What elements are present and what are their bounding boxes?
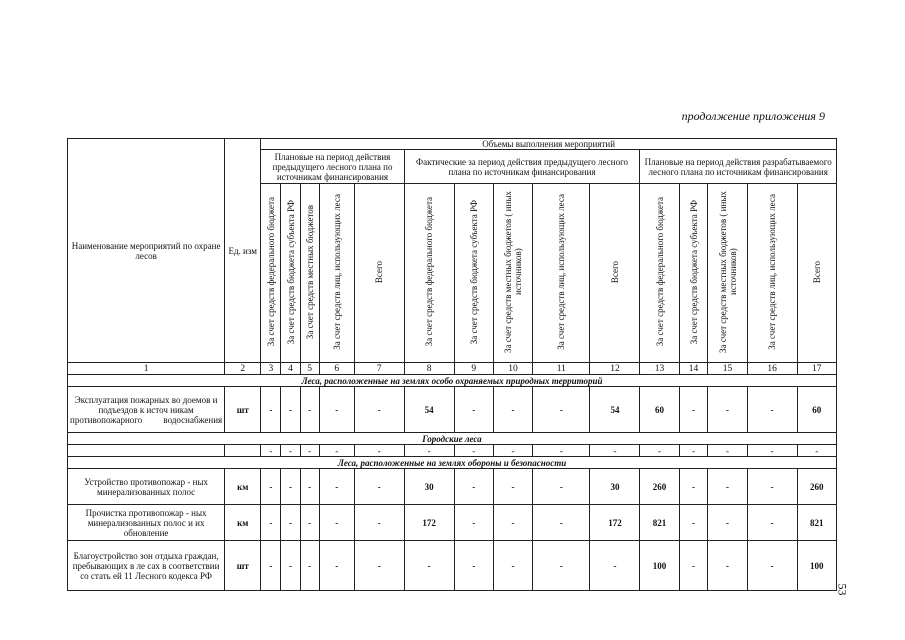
table-row (68, 541, 837, 591)
col-number: 14 (679, 363, 708, 375)
subcol-header: За счет средств федерального бюджета (424, 197, 435, 347)
subcol-header: Всего (374, 260, 385, 284)
col-number: 3 (261, 363, 281, 375)
cell: - (747, 541, 797, 591)
cell: - (493, 445, 532, 457)
cell: - (261, 387, 281, 433)
col-number: 7 (354, 363, 404, 375)
row-name: Благоустройство зон отдыха граждан, пребывающих в ле сах в соответствии со стать ей 11 Лесного кодекса РФ (68, 541, 225, 591)
cell: 260 (797, 469, 836, 505)
col-number: 1 (68, 363, 225, 375)
cell: - (261, 469, 281, 505)
cell: - (679, 445, 708, 457)
cell: - (708, 445, 747, 457)
subcol-header: Всего (811, 260, 822, 284)
subcol-header: За счет средств федерального бюджета (265, 197, 276, 347)
cell: - (300, 541, 319, 591)
cell: 100 (640, 541, 679, 591)
cell: - (493, 541, 532, 591)
col-number: 17 (797, 363, 836, 375)
subcol-header: За счет средств лиц, использующих леса (331, 194, 342, 350)
subcol-header: За счет средств местных бюджетов ( иных источников) (502, 191, 523, 353)
cell: - (404, 445, 454, 457)
col-number: 16 (747, 363, 797, 375)
table-row (68, 445, 837, 457)
section-row (68, 457, 837, 469)
page-number: 53 (835, 583, 850, 596)
cell: - (281, 505, 300, 541)
cell: - (533, 505, 590, 541)
subcol-header: За счет средств местных бюджетов (304, 204, 315, 340)
row-name: Устройство противопожар - ных минерализованных полос (68, 469, 225, 505)
subcol-header: За счет средств лиц, использующих леса (556, 194, 567, 350)
cell: - (354, 469, 404, 505)
subcol-header: За счет средств местных бюджетов ( иных источников) (717, 191, 738, 353)
cell: - (533, 445, 590, 457)
cell: - (454, 505, 493, 541)
subgroup-planned-prev: Плановые на период действия предыдущего лесного плана по источникам финансирования (261, 150, 404, 184)
cell: - (708, 387, 747, 433)
cell: - (493, 387, 532, 433)
cell: 260 (640, 469, 679, 505)
cell: - (679, 469, 708, 505)
cell: - (747, 445, 797, 457)
section-protected-areas: Леса, расположенные на землях особо охраняемых природных территорий (68, 375, 837, 387)
cell: - (797, 445, 836, 457)
cell: - (493, 469, 532, 505)
cell: - (300, 445, 319, 457)
cell: - (590, 541, 640, 591)
cell: - (640, 445, 679, 457)
row-name (68, 445, 225, 457)
subcol-header: За счет средств федерального бюджета (654, 197, 665, 347)
cell: 172 (590, 505, 640, 541)
row-unit: км (225, 469, 261, 505)
cell: - (404, 541, 454, 591)
cell: 172 (404, 505, 454, 541)
cell: - (261, 505, 281, 541)
col-number: 8 (404, 363, 454, 375)
cell: - (708, 505, 747, 541)
cell: - (747, 387, 797, 433)
col-number: 2 (225, 363, 261, 375)
col-number: 12 (590, 363, 640, 375)
cell: - (708, 469, 747, 505)
appendix-heading: продолжение приложения 9 (681, 109, 825, 123)
column-number-row (68, 363, 837, 375)
cell: - (454, 445, 493, 457)
cell: - (281, 469, 300, 505)
cell: 60 (640, 387, 679, 433)
cell: - (454, 387, 493, 433)
table-row (68, 387, 837, 433)
cell: 821 (640, 505, 679, 541)
cell: - (354, 387, 404, 433)
col-number: 15 (708, 363, 747, 375)
col-unit-header: Ед. изм (225, 139, 261, 363)
cell: 821 (797, 505, 836, 541)
subcol-header: За счет средств лиц, использующих леса (767, 194, 778, 350)
table-row (68, 469, 837, 505)
cell: 30 (590, 469, 640, 505)
col-number: 6 (319, 363, 354, 375)
section-city-forests: Городские леса (68, 433, 837, 445)
forest-protection-table (67, 138, 837, 591)
col-number: 9 (454, 363, 493, 375)
cell: - (300, 387, 319, 433)
cell: - (281, 387, 300, 433)
section-defense-lands: Леса, расположенные на землях обороны и безопасности (68, 457, 837, 469)
cell: - (281, 541, 300, 591)
cell: - (747, 469, 797, 505)
cell: - (454, 469, 493, 505)
cell: - (319, 387, 354, 433)
subgroup-planned-new: Плановые на период действия разрабатываемого лесного плана по источникам финансирования (640, 150, 837, 184)
cell: - (708, 541, 747, 591)
col-number: 5 (300, 363, 319, 375)
table-row (68, 505, 837, 541)
cell: - (590, 445, 640, 457)
subcol-header: За счет средств бюджета субъекта РФ (285, 199, 296, 345)
cell: - (747, 505, 797, 541)
row-unit: км (225, 505, 261, 541)
cell: 54 (590, 387, 640, 433)
col-number: 11 (533, 363, 590, 375)
volumes-header: Объемы выполнения мероприятий (261, 139, 837, 150)
cell: - (493, 505, 532, 541)
subgroup-actual-prev: Фактические за период действия предыдущего лесного плана по источникам финансирования (404, 150, 640, 184)
cell: - (319, 505, 354, 541)
header-row-1 (68, 139, 837, 150)
cell: - (533, 541, 590, 591)
section-row (68, 375, 837, 387)
cell: 100 (797, 541, 836, 591)
cell: 60 (797, 387, 836, 433)
cell: - (679, 505, 708, 541)
cell: - (300, 469, 319, 505)
section-row (68, 433, 837, 445)
cell: - (354, 541, 404, 591)
col-number: 13 (640, 363, 679, 375)
cell: 54 (404, 387, 454, 433)
cell: - (533, 387, 590, 433)
cell: - (319, 469, 354, 505)
cell: 30 (404, 469, 454, 505)
cell: - (533, 469, 590, 505)
cell: - (319, 445, 354, 457)
cell: - (679, 387, 708, 433)
cell: - (354, 505, 404, 541)
row-unit (225, 445, 261, 457)
col-name-header: Наименование мероприятий по охране лесов (68, 139, 225, 363)
cell: - (261, 445, 281, 457)
subcol-header: За счет средств бюджета субъекта РФ (468, 199, 479, 345)
subcol-header: За счет средств бюджета субъекта РФ (688, 199, 699, 345)
cell: - (261, 541, 281, 591)
row-unit: шт (225, 541, 261, 591)
cell: - (354, 445, 404, 457)
row-unit: шт (225, 387, 261, 433)
cell: - (300, 505, 319, 541)
subcol-header: Всего (609, 260, 620, 284)
cell: - (454, 541, 493, 591)
col-number: 4 (281, 363, 300, 375)
row-name: Прочистка противопожар - ных минерализованных полос и их обновление (68, 505, 225, 541)
row-name: Эксплуатация пожарных во доемов и подъездов к источ никам противопожарного водоснабжения (68, 387, 225, 433)
cell: - (281, 445, 300, 457)
col-number: 10 (493, 363, 532, 375)
cell: - (319, 541, 354, 591)
cell: - (679, 541, 708, 591)
